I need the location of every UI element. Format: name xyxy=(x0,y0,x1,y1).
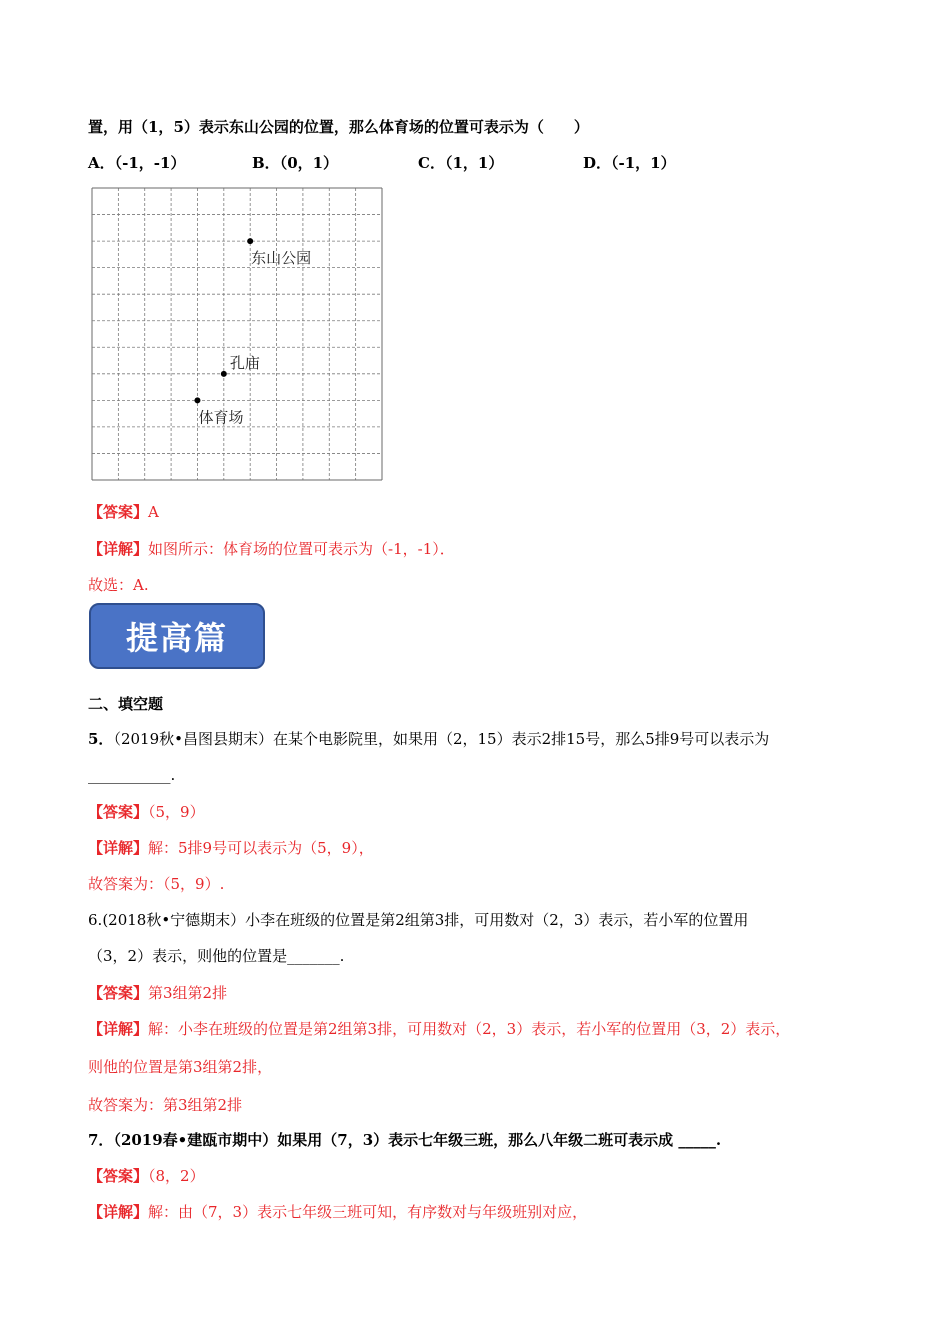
q6-text-continued: （3，2）表示，则他的位置是_______. xyxy=(88,947,345,965)
grid-svg xyxy=(91,187,383,481)
option-d-text: （-1，1） xyxy=(611,154,676,172)
option-a-letter: A． xyxy=(88,154,115,172)
option-a xyxy=(88,153,185,173)
q7-answer-line xyxy=(88,1166,205,1186)
q6-conclusion: 故答案为：第3组第2排 xyxy=(88,1096,243,1114)
section-title: 二、填空题 xyxy=(88,695,164,713)
map-point-0 xyxy=(247,238,253,244)
q5-conclusion: 故答案为：（5，9）. xyxy=(88,875,225,893)
q4-detail-tag: 【详解】 xyxy=(88,540,149,558)
q5-blank: ___________. xyxy=(88,766,176,784)
q5-detail-line xyxy=(88,838,374,858)
q7-detail-tag: 【详解】 xyxy=(88,1203,149,1221)
question-4-stem: 置，用（1，5）表示东山公园的位置，那么体育场的位置可表示为（ ） xyxy=(88,118,589,136)
q4-detail-line xyxy=(88,539,455,559)
q4-answer-tag: 【答案】 xyxy=(88,503,149,521)
map-point-label: 孔庙 xyxy=(229,353,260,372)
grid-lines xyxy=(92,188,382,480)
option-c-text: （1，1） xyxy=(444,154,504,172)
option-c-letter: C． xyxy=(418,154,445,172)
q4-answer: A xyxy=(148,503,159,521)
option-d xyxy=(583,153,676,173)
coordinate-grid-map xyxy=(91,187,383,481)
map-point-1 xyxy=(221,371,227,377)
map-point-label: 东山公园 xyxy=(251,249,312,268)
question-7 xyxy=(88,1130,721,1150)
q7-number: 7． xyxy=(88,1131,114,1149)
option-d-letter: D． xyxy=(583,154,612,172)
q6-text: (2018秋•宁德期末）小李在班级的位置是第2组第3排，可用数对（2，3）表示，若小军的位置用 xyxy=(102,911,749,929)
q7-answer: （8，2） xyxy=(148,1167,205,1185)
q5-answer: （5，9） xyxy=(148,803,205,821)
option-c xyxy=(418,153,503,173)
option-b xyxy=(252,153,338,173)
q6-answer: 第3组第2排 xyxy=(148,984,228,1002)
q6-detail-line xyxy=(88,1019,790,1039)
q4-conclusion: 故选：A. xyxy=(88,576,149,594)
q5-detail-tag: 【详解】 xyxy=(88,839,149,857)
grid-points xyxy=(194,238,311,426)
q6-detail-continued: 则他的位置是第3组第2排， xyxy=(88,1058,273,1076)
q4-detail: 如图所示：体育场的位置可表示为（-1，-1）． xyxy=(148,540,455,558)
section-banner xyxy=(89,603,265,669)
q5-answer-line xyxy=(88,802,205,822)
q7-text: （2019春•建瓯市期中）如果用（7，3）表示七年级三班，那么八年级二班可表示成 _____. xyxy=(113,1131,722,1149)
q6-answer-line xyxy=(88,983,227,1003)
map-point-label: 体育场 xyxy=(198,408,244,427)
banner-title: 提高篇 xyxy=(125,619,228,657)
q6-detail-tag: 【详解】 xyxy=(88,1020,149,1038)
q6-answer-tag: 【答案】 xyxy=(88,984,149,1002)
q7-answer-tag: 【答案】 xyxy=(88,1167,149,1185)
q5-answer-tag: 【答案】 xyxy=(88,803,149,821)
q5-number: 5． xyxy=(88,730,114,748)
option-a-text: （-1，-1） xyxy=(114,154,186,172)
option-b-letter: B． xyxy=(252,154,280,172)
q7-detail: 解：由（7，3）表示七年级三班可知，有序数对与年级班别对应， xyxy=(148,1203,588,1221)
q4-answer-line xyxy=(88,502,159,522)
option-b-text: （0，1） xyxy=(279,154,339,172)
q5-text: （2019秋•昌图县期末）在某个电影院里，如果用（2，15）表示2排15号，那么5排9号可以表示为 xyxy=(113,730,770,748)
question-6 xyxy=(88,910,748,930)
q6-detail: 解：小李在班级的位置是第2组第3排，可用数对（2，3）表示，若小军的位置用（3，2）表示， xyxy=(148,1020,791,1038)
q5-detail: 解：5排9号可以表示为（5，9）， xyxy=(148,839,374,857)
q6-number: 6. xyxy=(88,911,103,929)
map-point-2 xyxy=(194,397,200,403)
q7-detail-line xyxy=(88,1202,587,1222)
question-5 xyxy=(88,729,769,749)
